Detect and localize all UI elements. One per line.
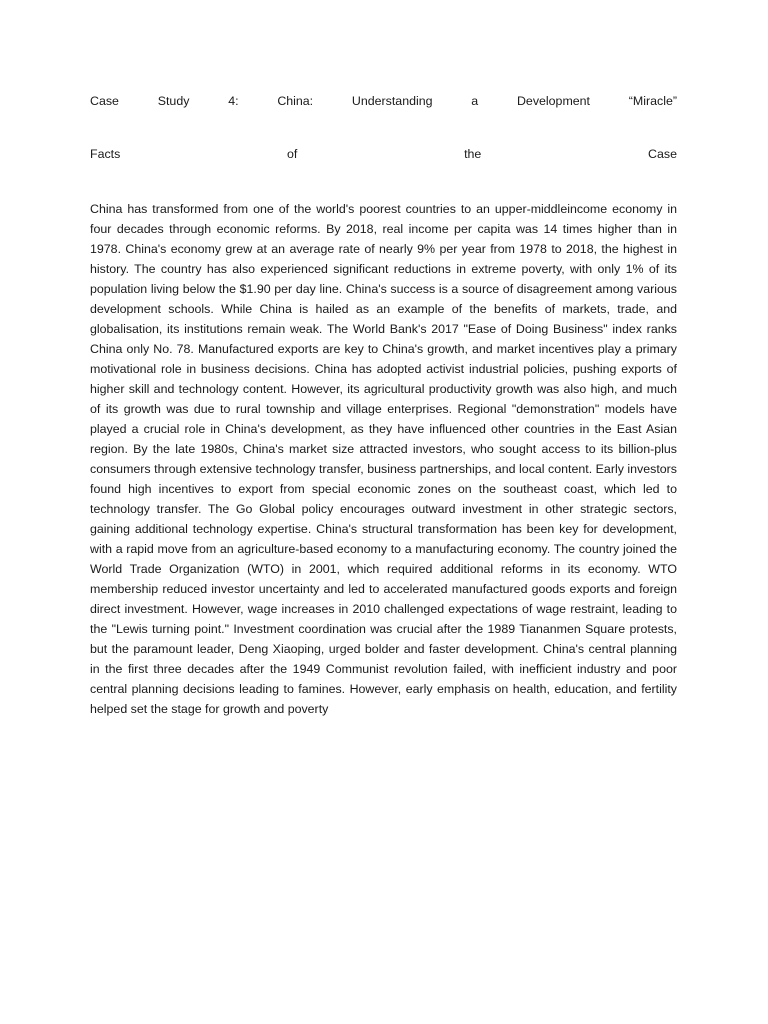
title-word: 4: [228,94,239,108]
document-title [90,93,677,109]
heading-word: Case [648,147,677,161]
title-word: “Miracle” [628,94,677,108]
title-word: Case [90,94,119,108]
title-word: Study [157,94,190,108]
title-word: Development [516,94,590,108]
body-paragraph: China has transformed from one of the world's poorest countries to an upper-middleincome economy in four decades through economic reforms. By 2018, real income per capita was 14 times higher than in 1978. China's economy grew at an average rate of nearly 9% per year from 1978 to 2018, the highest in history. The country has also experienced significant reductions in extreme poverty, with only 1% of its population living below the $1.90 per day line. China's success is a source of disagreement among various development schools. While China is hailed as an example of the benefits of markets, trade, and globalisation, its institutions remain weak. The World Bank's 2017 "Ease of Doing Business" index ranks China only No. 78. Manufactured exports are key to China's growth, and market incentives play a primary motivational role in business decisions. China has adopted activist industrial policies, pushing exports of higher skill and technology content. However, its agricultural productivity growth was also high, and much of its growth was due to rural township and village enterprises. Regional "demonstration" models have played a crucial role in China's development, as they have influenced other countries in the East Asian region. By the late 1980s, China's market size attracted investors, who sought access to its billion-plus consumers through extensive technology transfer, business partnerships, and local content. Early investors found high incentives to export from special economic zones on the southeast coast, which led to technology transfer. The Go Global policy encourages outward investment in other strategic sectors, gaining additional technology expertise. China's structural transformation has been key for development, with a rapid move from an agriculture-based economy to a manufacturing economy. The country joined the World Trade Organization (WTO) in 2001, which required additional reforms in its economy. WTO membership reduced investor uncertainty and led to accelerated manufactured goods exports and foreign direct investment. However, wage increases in 2010 challenged expectations of wage restraint, leading to the "Lewis turning point." Investment coordination was crucial after the 1989 Tiananmen Square protests, but the paramount leader, Deng Xiaoping, urged bolder and faster development. China's central planning in the first three decades after the 1949 Communist revolution failed, with inefficient industry and poor central planning decisions leading to famines. However, early emphasis on health, education, and fertility helped set the stage for growth and poverty [90,202,677,716]
heading-word: of [287,147,298,161]
title-word: Understanding [351,94,433,108]
title-word: a [471,94,479,108]
section-heading [90,146,677,162]
heading-word: Facts [90,147,121,161]
heading-word: the [464,147,482,161]
title-word: China: [277,94,314,108]
